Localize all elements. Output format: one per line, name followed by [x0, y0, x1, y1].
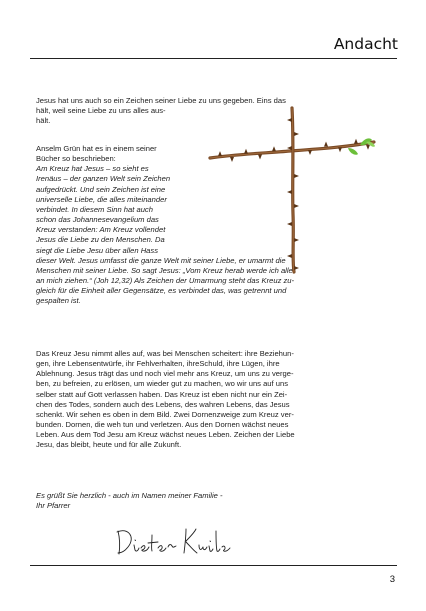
signature-image — [114, 525, 234, 557]
thorn — [258, 154, 262, 159]
closing-greeting — [36, 491, 223, 511]
thorn — [230, 157, 234, 162]
text-line: Am Kreuz hat Jesus – so sieht es — [36, 164, 149, 174]
text-line: gen, ihre Lebensentwürfe, ihr Fehlverhalten, ihreSchuld, ihre Lügen, ihre — [36, 359, 280, 369]
thorn-cross-icon — [208, 104, 376, 274]
leaf — [348, 148, 358, 155]
thorn — [272, 146, 276, 151]
thorn — [287, 222, 292, 226]
text-line: siegt die Liebe Jesu über allen Hass — [36, 245, 158, 255]
text-line: Ablehnung. Jesus trägt das und noch viel mehr ans Kreuz, um uns zu verge- — [36, 369, 294, 379]
thorn — [294, 266, 299, 270]
text-line: an mich ziehen.“ (Joh 12,32) Als Zeichen der Umarmung steht das Kreuz zu- — [36, 276, 295, 286]
page-number: 3 — [389, 574, 395, 585]
thorn — [324, 142, 328, 147]
text-line: aufgedrückt. Und sein Zeichen ist eine — [36, 184, 166, 194]
text-line: Irenäus – der ganzen Welt sein Zeichen — [36, 174, 171, 184]
text-line: Ihr Pfarrer — [36, 501, 71, 511]
text-line: hält, weil seine Liebe zu uns alles aus- — [36, 106, 166, 116]
text-line: Jesus hat uns auch so ein Zeichen seiner Liebe zu uns gegeben. Eins das — [36, 96, 286, 105]
thorn — [287, 190, 292, 194]
text-line: schon das Johannesevangelium das — [36, 215, 159, 225]
text-line: gleich für die Einheit aller Gegensätze, es verbindet das, was getrennt und — [36, 286, 287, 296]
thorn — [294, 174, 299, 178]
text-line: universelle Liebe, die alles miteinander — [36, 194, 167, 204]
text-line: Es grüßt Sie herzlich - auch im Namen meiner Familie - — [36, 491, 223, 500]
thorn — [218, 151, 222, 156]
text-line: gespalten ist. — [36, 296, 81, 306]
text-line: dieser Welt. Jesus umfasst die ganze Welt mit seiner Liebe, er umarmt die — [36, 255, 286, 265]
thorn — [244, 149, 248, 154]
footer-rule — [30, 565, 397, 566]
thorn — [354, 139, 358, 144]
page-header-title: Andacht — [333, 35, 398, 53]
text-line: chen des Todes, sondern auch des Lebens, des wahren Lebens, das Jesus — [36, 399, 290, 409]
text-line: Menschen mit seiner Liebe. So sagt Jesus: „Vom Kreuz herab werde ich alle — [36, 265, 293, 275]
text-line: Leben. Aus dem Tod Jesu am Kreuz wächst neues Leben. Zeichen der Liebe — [36, 430, 295, 440]
text-line: Jesu, das bleibt, heute und für alle Zukunft. — [36, 440, 182, 450]
thorn — [287, 118, 292, 122]
text-line: bunden. Dornen, die weh tun und verletzen. Aus den Dornen wächst neues — [36, 420, 289, 430]
text-line: hält. — [36, 116, 51, 126]
thorn — [366, 145, 370, 150]
thorn — [294, 132, 299, 136]
thorn — [294, 238, 299, 242]
text-line: Jesus die Liebe zu den Menschen. Da — [36, 235, 165, 245]
text-line: verbindet. In diesem Sinn hat auch — [36, 204, 153, 214]
text-line: ben, zu befreien, zu erlösen, um wieder gut zu machen, wo wir uns auf uns — [36, 379, 288, 389]
thorn — [338, 147, 342, 152]
thorn — [287, 146, 292, 150]
text-line: Kreuz verstanden: Am Kreuz vollendet — [36, 225, 166, 235]
thorn — [287, 254, 292, 258]
thorn — [294, 204, 299, 208]
paragraph-main — [36, 349, 295, 451]
text-line: selber statt auf Gott verlassen haben. Das Kreuz ist eben nicht nur ein Zei- — [36, 389, 288, 399]
thorn — [308, 150, 312, 155]
text-line: Bücher so beschrieben: — [36, 154, 116, 164]
header-rule — [30, 58, 397, 59]
text-line: Das Kreuz Jesu nimmt alles auf, was bei Menschen scheitert: ihre Beziehun- — [36, 349, 294, 358]
text-line: schenkt. Wir sehen es oben in dem Bild. Zwei Dornenzweige zum Kreuz ver- — [36, 409, 294, 419]
text-line: Anselm Grün hat es in einem seiner — [36, 144, 157, 153]
